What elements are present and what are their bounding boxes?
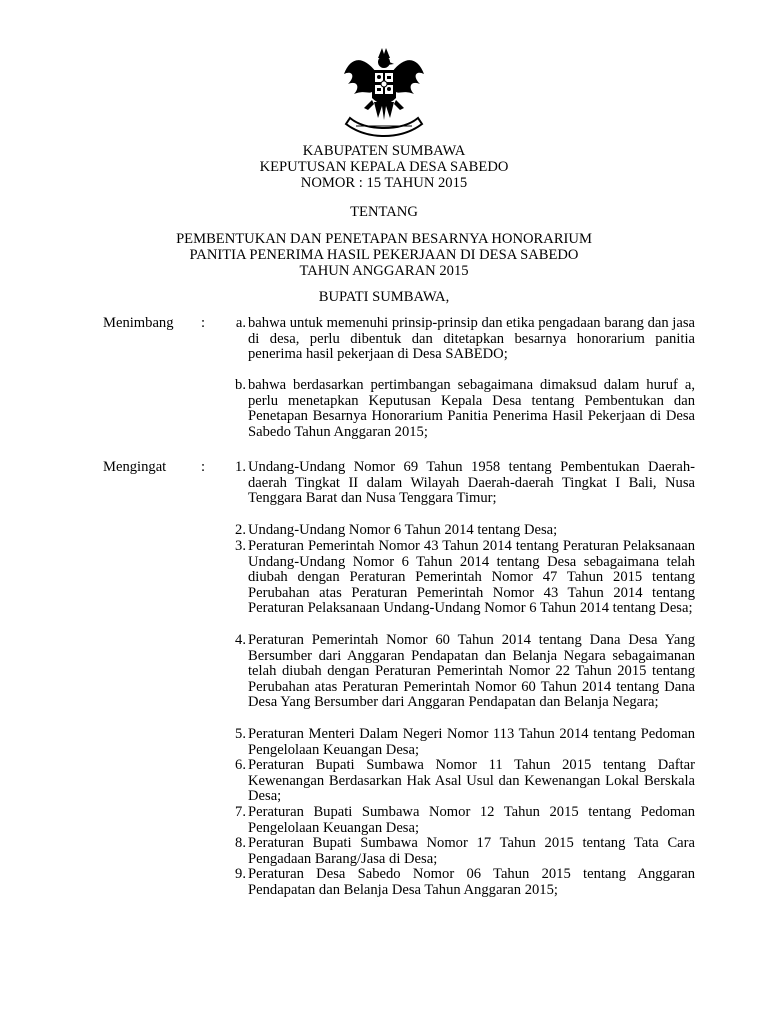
item-marker: 6. xyxy=(235,757,246,773)
item-marker: 8. xyxy=(235,835,246,851)
subject-title-line-1: PEMBENTUKAN DAN PENETAPAN BESARNYA HONORARIUM xyxy=(176,231,592,247)
decree-title: KEPUTUSAN KEPALA DESA SABEDO xyxy=(259,159,509,175)
tentang-heading: TENTANG xyxy=(350,204,418,220)
menimbang-colon: : xyxy=(201,315,206,331)
subject-title-line-3: TAHUN ANGGARAN 2015 xyxy=(299,263,469,279)
item-text: Undang-Undang Nomor 6 Tahun 2014 tentang Desa; xyxy=(248,522,558,538)
item-marker: a. xyxy=(235,315,246,331)
item-marker: b. xyxy=(235,377,246,393)
item-marker: 7. xyxy=(235,804,246,820)
decree-number: NOMOR : 15 TAHUN 2015 xyxy=(300,175,468,191)
item-marker: 3. xyxy=(235,538,246,554)
item-marker: 1. xyxy=(235,459,246,475)
item-text: bahwa berdasarkan pertimbangan sebagaimana dimaksud dalam huruf a, perlu menetapkan Keputusan Kepala Desa tentang Pembentukan dan Penetapan Besarnya Honorarium Panitia Penerima Hasil Pekerjaan di Desa Sabedo Tahun Anggaran 2015; xyxy=(248,377,695,440)
item-marker: 4. xyxy=(235,632,246,648)
item-text: bahwa untuk memenuhi prinsip-prinsip dan etika pengadaan barang dan jasa di desa, perlu dibentuk dan ditetapkan besarnya honorarium panitia penerima hasil pekerjaan di Desa SABEDO; xyxy=(248,315,695,363)
item-marker: 2. xyxy=(235,522,246,538)
item-marker: 9. xyxy=(235,866,246,882)
item-text: Peraturan Bupati Sumbawa Nomor 12 Tahun 2015 tentang Pedoman Pengelolaan Keuangan Desa; xyxy=(248,804,695,836)
item-text: Peraturan Menteri Dalam Negeri Nomor 113 Tahun 2014 tentang Pedoman Pengelolaan Keuangan Desa; xyxy=(248,726,695,758)
item-text: Peraturan Bupati Sumbawa Nomor 11 Tahun 2015 tentang Daftar Kewenangan Berdasarkan Hak Asal Usul dan Kewenangan Lokal Berskala Desa; xyxy=(248,757,695,805)
item-text: Peraturan Desa Sabedo Nomor 06 Tahun 2015 tentang Anggaran Pendapatan dan Belanja Desa Tahun Anggaran 2015; xyxy=(248,866,695,898)
official-title: BUPATI SUMBAWA, xyxy=(318,289,450,305)
item-text: Undang-Undang Nomor 69 Tahun 1958 tentang Pembentukan Daerah-daerah Tingkat II dalam Wilayah Daerah-daerah Tingkat I Bali, Nusa Tenggara Barat dan Nusa Tenggara Timur; xyxy=(248,459,695,507)
mengingat-label: Mengingat xyxy=(103,459,167,475)
item-text: Peraturan Bupati Sumbawa Nomor 17 Tahun 2015 tentang Tata Cara Pengadaan Barang/Jasa di Desa; xyxy=(248,835,695,867)
item-text: Peraturan Pemerintah Nomor 43 Tahun 2014 tentang Peraturan Pelaksanaan Undang-Undang Nomor 6 Tahun 2014 tentang Desa sebagaimana telah diubah dengan Peraturan Pemerintah Nomor 47 Tahun 2015 tentang Perubahan atas Peraturan Pemerintah Nomor 43 Tahun 2014 tentang Peraturan Pelaksanaan Undang-Undang Nomor 6 Tahun 2014 tentang Desa; xyxy=(248,538,695,617)
menimbang-label: Menimbang xyxy=(103,315,174,331)
mengingat-colon: : xyxy=(201,459,206,475)
regency-name: KABUPATEN SUMBAWA xyxy=(302,143,466,159)
item-marker: 5. xyxy=(235,726,246,742)
subject-title-line-2: PANITIA PENERIMA HASIL PEKERJAAN DI DESA SABEDO xyxy=(189,247,579,263)
item-text: Peraturan Pemerintah Nomor 60 Tahun 2014 tentang Dana Desa Yang Bersumber dari Anggaran Pendapatan dan Belanja Negara sebagaimanan telah diubah dengan Peraturan Pemerintah Nomor 22 Tahun 2015 tentang Perubahan atas Peraturan Pemerintah Nomor 60 Tahun 2014 tentang Dana Desa Yang Bersumber dari Anggaran Pendapatan dan Belanja Negara; xyxy=(248,632,695,711)
garuda-emblem-icon xyxy=(342,44,426,138)
